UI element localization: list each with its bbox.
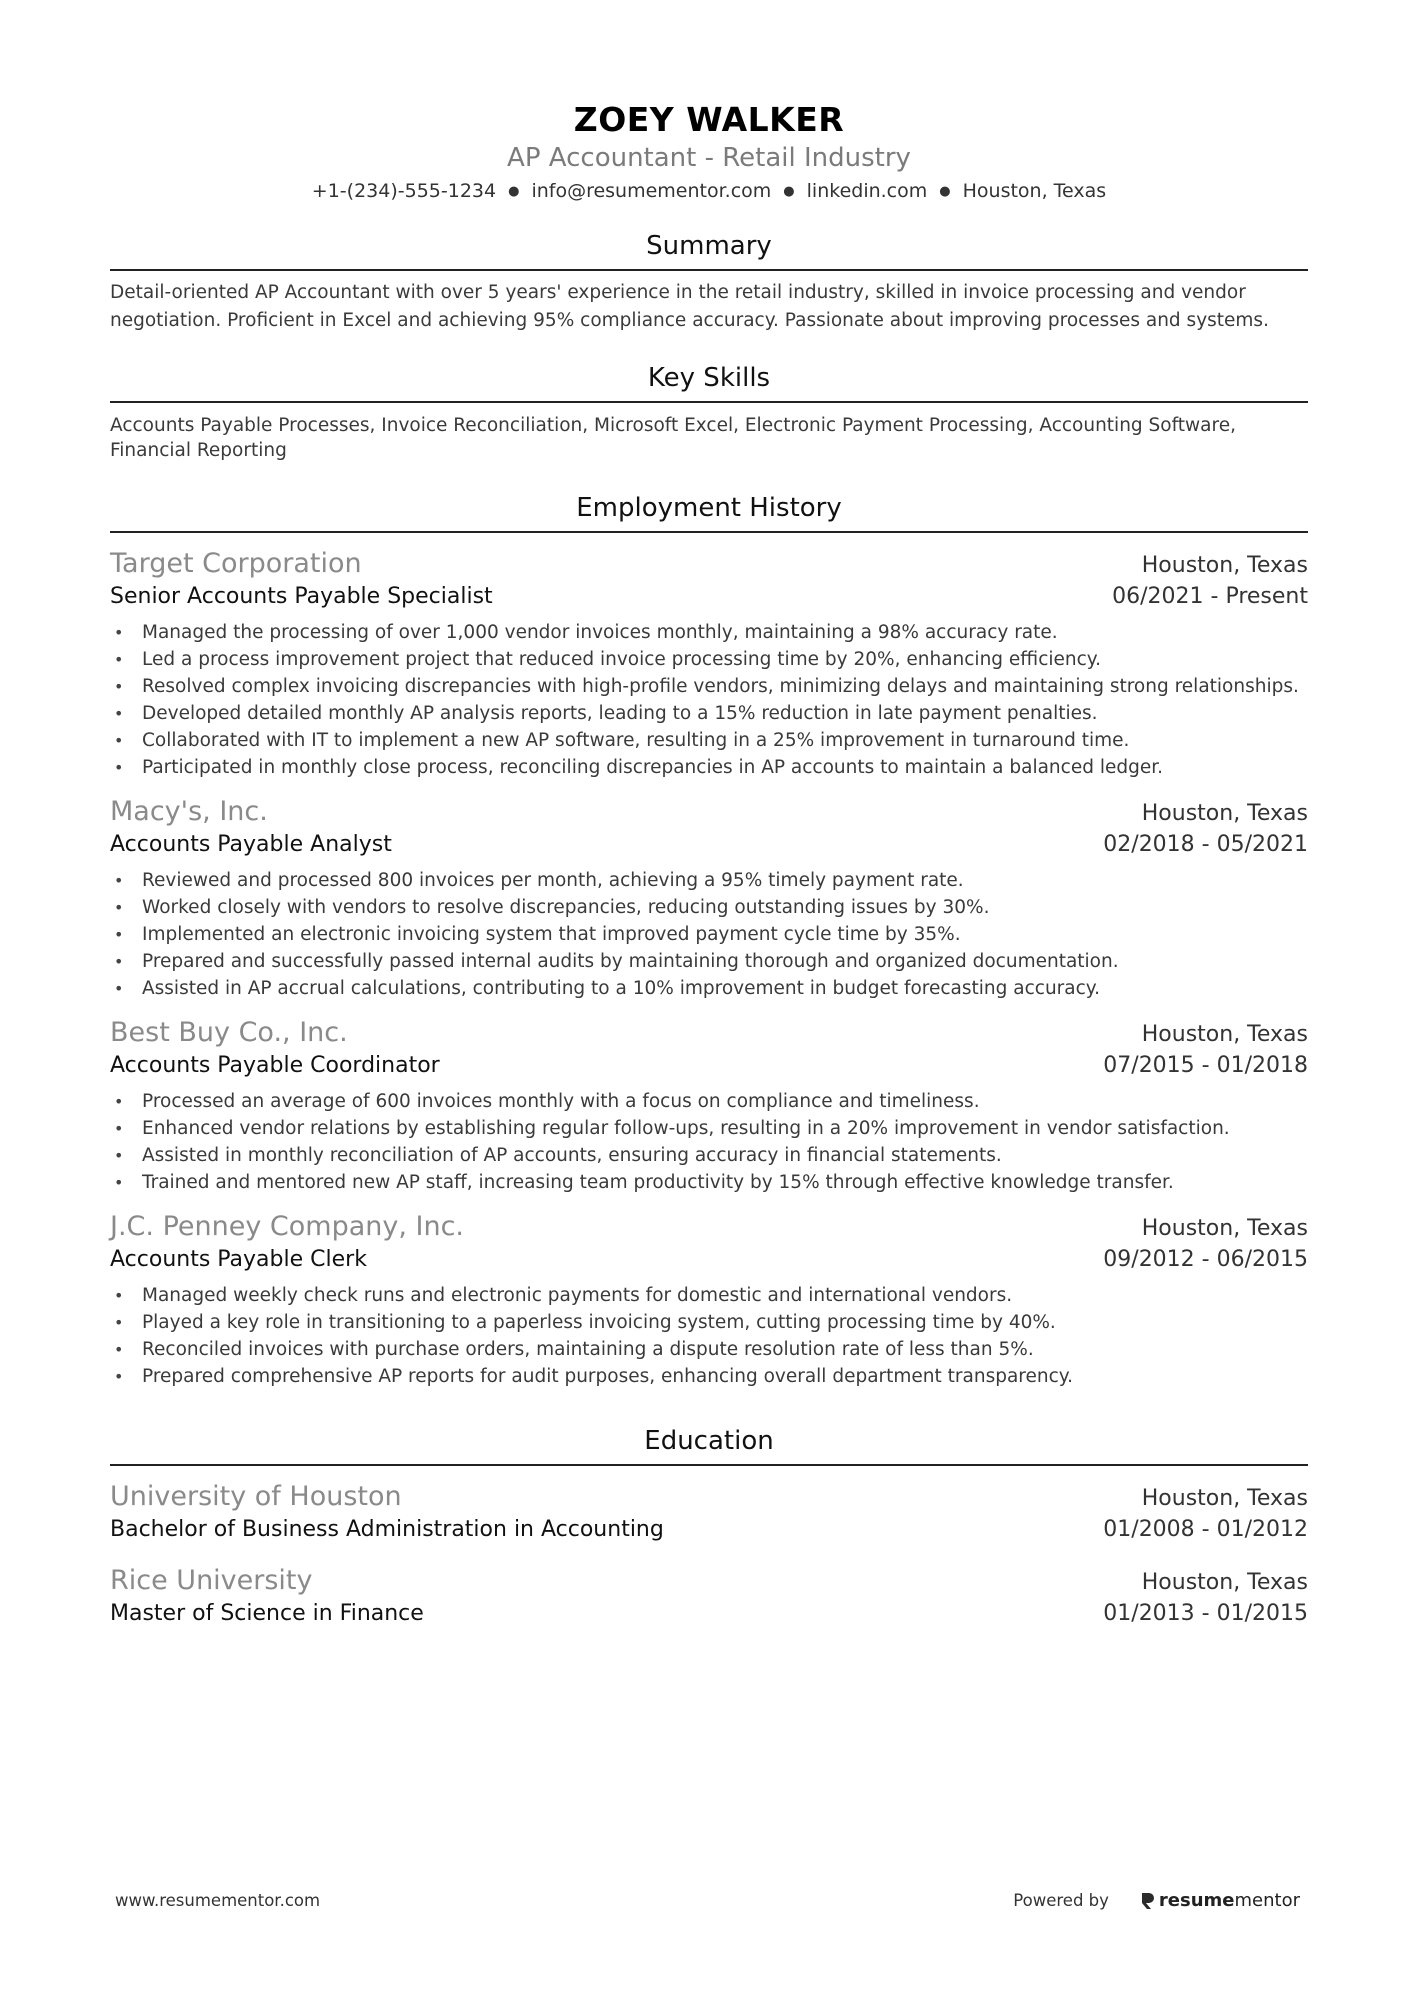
section-title-employment: Employment History bbox=[110, 491, 1308, 533]
job-bullet: • Collaborated with IT to implement a new AP software, resulting in a 25% improvement in turnaround time. bbox=[110, 727, 1308, 754]
brand-name-bold: resume bbox=[1158, 1890, 1235, 1911]
job-bullet: • Participated in monthly close process, reconciling discrepancies in AP accounts to maintain a balanced ledger. bbox=[110, 754, 1308, 781]
section-title-skills: Key Skills bbox=[110, 361, 1308, 403]
job-bullet: • Enhanced vendor relations by establishing regular follow-ups, resulting in a 20% improvement in vendor satisfaction. bbox=[110, 1115, 1308, 1142]
brand-logo[interactable] bbox=[1139, 1890, 1300, 1911]
job-bullet: • Managed weekly check runs and electronic payments for domestic and international vendors. bbox=[110, 1282, 1308, 1309]
job-company: Best Buy Co., Inc. bbox=[110, 1017, 348, 1048]
skills-section bbox=[110, 361, 1308, 463]
candidate-name: ZOEY WALKER bbox=[573, 100, 845, 139]
education-section bbox=[110, 1424, 1308, 1630]
separator-dot: ● bbox=[939, 184, 951, 199]
degree-name: Bachelor of Business Administration in Accounting bbox=[110, 1517, 664, 1542]
job-bullets bbox=[110, 1088, 1308, 1196]
school-location: Houston, Texas bbox=[1141, 1486, 1308, 1511]
school-name: University of Houston bbox=[110, 1481, 402, 1512]
job-entry bbox=[110, 1210, 1308, 1390]
job-location: Houston, Texas bbox=[1141, 553, 1308, 578]
job-dates: 09/2012 - 06/2015 bbox=[1103, 1247, 1308, 1272]
resumementor-logo-icon bbox=[1139, 1891, 1155, 1911]
contact-linkedin[interactable]: linkedin.com bbox=[806, 180, 928, 202]
degree-name: Master of Science in Finance bbox=[110, 1601, 424, 1626]
job-bullet: • Processed an average of 600 invoices monthly with a focus on compliance and timeliness. bbox=[110, 1088, 1308, 1115]
job-bullets bbox=[110, 867, 1308, 1002]
school-name: Rice University bbox=[110, 1565, 313, 1596]
job-location: Houston, Texas bbox=[1141, 1022, 1308, 1047]
job-location: Houston, Texas bbox=[1141, 1216, 1308, 1241]
powered-by-label: Powered by bbox=[1013, 1891, 1109, 1910]
skills-text: Accounts Payable Processes, Invoice Reconciliation, Microsoft Excel, Electronic Payment Processing, Accounting Software, Financial Reporting bbox=[110, 415, 1236, 461]
job-company: Target Corporation bbox=[110, 548, 362, 579]
education-entry bbox=[110, 1480, 1308, 1546]
separator-dot: ● bbox=[783, 184, 795, 199]
job-bullet: • Assisted in monthly reconciliation of AP accounts, ensuring accuracy in financial statements. bbox=[110, 1142, 1308, 1169]
brand-name-rest: mentor bbox=[1234, 1890, 1300, 1911]
school-dates: 01/2008 - 01/2012 bbox=[1103, 1517, 1308, 1542]
job-bullet: • Prepared comprehensive AP reports for audit purposes, enhancing overall department transparency. bbox=[110, 1363, 1308, 1390]
job-bullet: • Developed detailed monthly AP analysis reports, leading to a 15% reduction in late payment penalties. bbox=[110, 700, 1308, 727]
school-location: Houston, Texas bbox=[1141, 1570, 1308, 1595]
job-role: Accounts Payable Coordinator bbox=[110, 1053, 440, 1078]
contact-location: Houston, Texas bbox=[962, 180, 1107, 202]
job-company: Macy's, Inc. bbox=[110, 796, 268, 827]
job-dates: 07/2015 - 01/2018 bbox=[1103, 1053, 1308, 1078]
job-bullet: • Led a process improvement project that reduced invoice processing time by 20%, enhancing efficiency. bbox=[110, 646, 1308, 673]
contact-email[interactable]: info@resumementor.com bbox=[531, 180, 772, 202]
job-company: J.C. Penney Company, Inc. bbox=[110, 1211, 465, 1242]
job-bullets bbox=[110, 619, 1308, 781]
section-title-education: Education bbox=[110, 1424, 1308, 1466]
job-bullet: • Trained and mentored new AP staff, increasing team productivity by 15% through effective knowledge transfer. bbox=[110, 1169, 1308, 1196]
job-role: Senior Accounts Payable Specialist bbox=[110, 584, 493, 609]
job-entry bbox=[110, 547, 1308, 781]
summary-text: Detail-oriented AP Accountant with over 5 years' experience in the retail industry, skilled in invoice processing and vendor negotiation. Proficient in Excel and achieving 95% compliance accuracy. Passionate about improving processes and systems. bbox=[110, 282, 1269, 331]
resume-header bbox=[110, 100, 1308, 207]
employment-section bbox=[110, 491, 1308, 1390]
education-entry bbox=[110, 1564, 1308, 1630]
separator-dot: ● bbox=[508, 184, 520, 199]
job-bullet: • Implemented an electronic invoicing system that improved payment cycle time by 35%. bbox=[110, 921, 1308, 948]
job-bullet: • Reconciled invoices with purchase orders, maintaining a dispute resolution rate of less than 5%. bbox=[110, 1336, 1308, 1363]
candidate-headline: AP Accountant - Retail Industry bbox=[507, 143, 911, 173]
page-footer bbox=[115, 1890, 1300, 1911]
section-title-summary: Summary bbox=[110, 229, 1308, 271]
job-entry bbox=[110, 1016, 1308, 1196]
school-dates: 01/2013 - 01/2015 bbox=[1103, 1601, 1308, 1626]
summary-section bbox=[110, 229, 1308, 335]
job-bullet: • Assisted in AP accrual calculations, contributing to a 10% improvement in budget forecasting accuracy. bbox=[110, 975, 1308, 1002]
contact-phone: +1-(234)-555-1234 bbox=[311, 180, 497, 202]
job-dates: 06/2021 - Present bbox=[1112, 584, 1308, 609]
powered-by bbox=[1013, 1890, 1300, 1911]
job-role: Accounts Payable Clerk bbox=[110, 1247, 367, 1272]
job-dates: 02/2018 - 05/2021 bbox=[1103, 832, 1308, 857]
job-bullets bbox=[110, 1282, 1308, 1390]
job-role: Accounts Payable Analyst bbox=[110, 832, 392, 857]
job-location: Houston, Texas bbox=[1141, 801, 1308, 826]
job-entry bbox=[110, 795, 1308, 1002]
job-bullet: • Managed the processing of over 1,000 vendor invoices monthly, maintaining a 98% accuracy rate. bbox=[110, 619, 1308, 646]
job-bullet: • Reviewed and processed 800 invoices per month, achieving a 95% timely payment rate. bbox=[110, 867, 1308, 894]
job-bullet: • Resolved complex invoicing discrepancies with high-profile vendors, minimizing delays and maintaining strong relationships. bbox=[110, 673, 1308, 700]
job-bullet: • Prepared and successfully passed internal audits by maintaining thorough and organized documentation. bbox=[110, 948, 1308, 975]
job-bullet: • Played a key role in transitioning to a paperless invoicing system, cutting processing time by 40%. bbox=[110, 1309, 1308, 1336]
resume-page bbox=[110, 0, 1308, 1630]
footer-website-link[interactable]: www.resumementor.com bbox=[115, 1891, 321, 1910]
contact-line bbox=[110, 178, 1308, 207]
job-bullet: • Worked closely with vendors to resolve discrepancies, reducing outstanding issues by 30%. bbox=[110, 894, 1308, 921]
